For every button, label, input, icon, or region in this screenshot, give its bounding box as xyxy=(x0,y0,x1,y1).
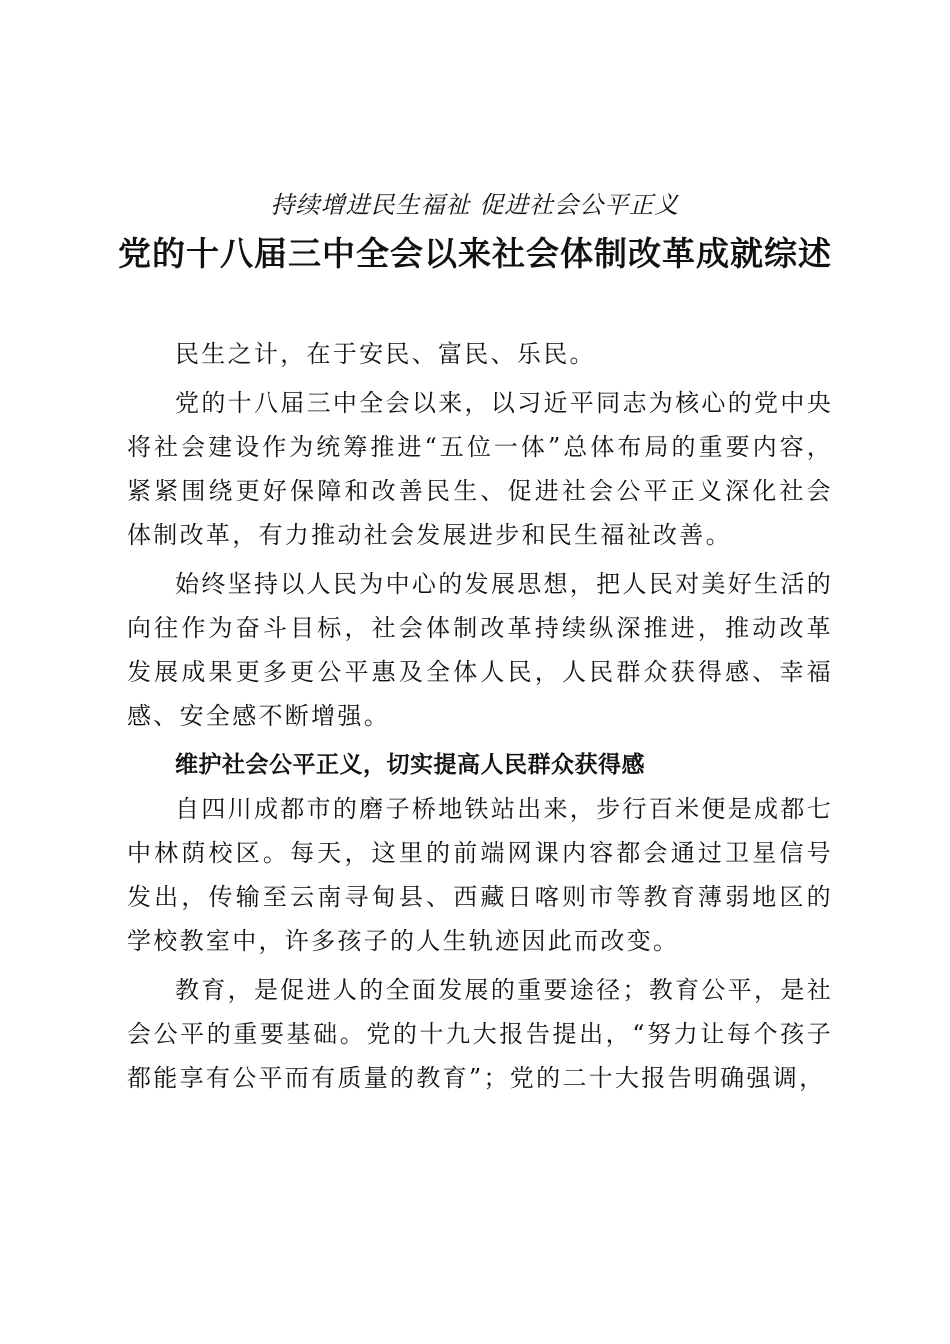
document-body xyxy=(127,332,833,1100)
paragraph-achievements: 始终坚持以人民为中心的发展思想，把人民对美好生活的向往作为奋斗目标，社会体制改革持续纵深推进，推动改革发展成果更多更公平惠及全体人民，人民群众获得感、幸福感、安全感不断增强。 xyxy=(127,570,833,730)
paragraph-overview: 党的十八届三中全会以来，以习近平同志为核心的党中央将社会建设作为统筹推进“五位一体”总体布局的重要内容，紧紧围绕更好保障和改善民生、促进社会公平正义深化社会体制改革，有力推动社会发展进步和民生福祉改善。 xyxy=(127,389,833,549)
section-heading: 维护社会公平正义，切实提高人民群众获得感 xyxy=(175,752,645,778)
paragraph-intro: 民生之计，在于安民、富民、乐民。 xyxy=(175,340,596,368)
document-subtitle: 持续增进民生福祉 促进社会公平正义 xyxy=(270,191,680,219)
paragraph-education: 教育，是促进人的全面发展的重要途径；教育公平，是社会公平的重要基础。党的十九大报告提出，“努力让每个孩子都能享有公平而有质量的教育”；党的二十大报告明确强调， xyxy=(127,976,833,1092)
paragraph-chengdu: 自四川成都市的磨子桥地铁站出来，步行百米便是成都七中林荫校区。每天，这里的前端网课内容都会通过卫星信号发出，传输至云南寻甸县、西藏日喀则市等教育薄弱地区的学校教室中，许多孩子的人生轨迹因此而改变。 xyxy=(127,795,833,955)
document-title: 党的十八届三中全会以来社会体制改革成就综述 xyxy=(118,234,832,273)
